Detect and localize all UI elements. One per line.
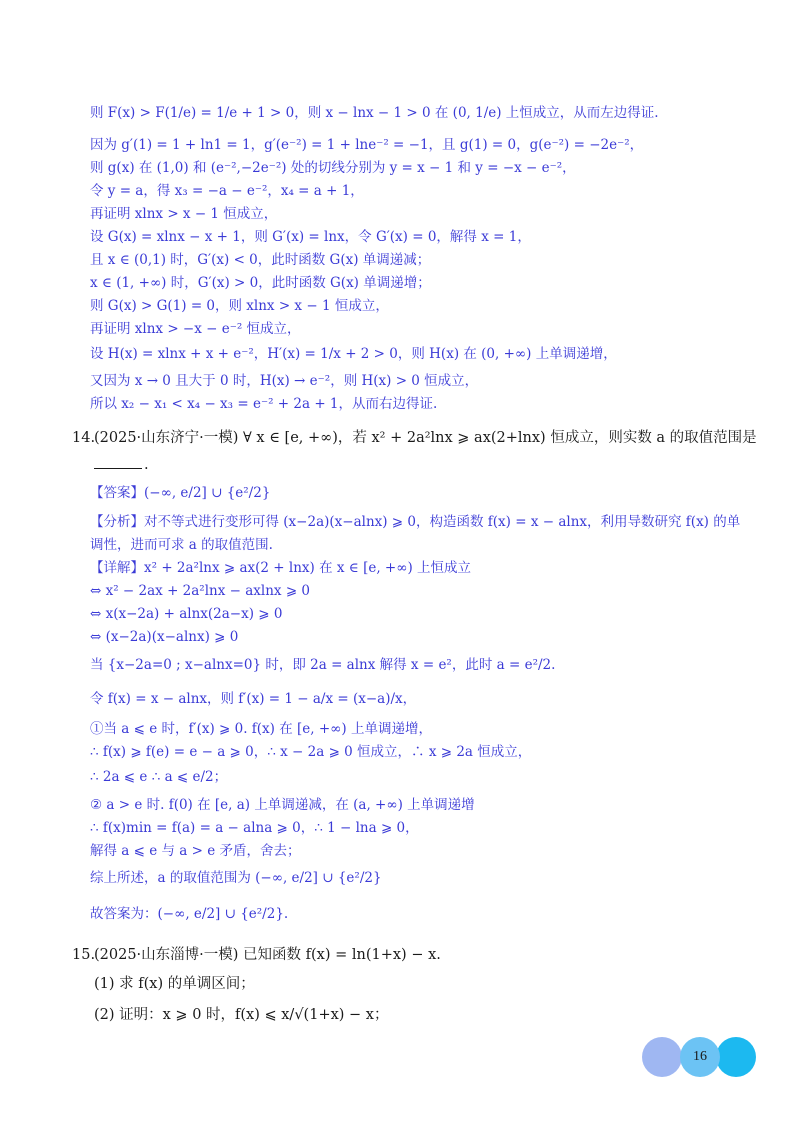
detail-line: 解得 a ⩽ e 与 a > e 矛盾，舍去； bbox=[90, 843, 301, 859]
proof-line: 再证明 xlnx > x − 1 恒成立， bbox=[90, 206, 278, 222]
proof-line: 所以 x₂ − x₁ < x₄ − x₃ = e⁻² + 2a + 1，从而右边得证. bbox=[90, 396, 438, 412]
detail-line: 当 {x−2a=0 ; x−alnx=0} 时，即 2a = alnx 解得 x = e²，此时 a = e²/2. bbox=[90, 657, 556, 673]
question-part-2: (2) 证明：x ⩾ 0 时，f(x) ⩽ x/√(1+x) − x； bbox=[94, 1007, 389, 1023]
final-answer-line: 故答案为：(−∞, e/2] ∪ {e²/2}. bbox=[90, 906, 289, 922]
detail-line: ①当 a ⩽ e 时，f′(x) ⩾ 0. f(x) 在 [e, +∞) 上单调递增， bbox=[90, 721, 432, 737]
analysis-line: 【分析】对不等式进行变形可得 (x−2a)(x−alnx) ⩾ 0，构造函数 f(x) = x − alnx，利用导数研究 f(x) 的单 bbox=[90, 514, 741, 530]
proof-line: 再证明 xlnx > −x − e⁻² 恒成立， bbox=[90, 321, 301, 337]
detail-line: ∴ 2a ⩽ e ∴ a ⩽ e/2； bbox=[90, 769, 228, 785]
analysis-line: 调性，进而可求 a 的取值范围. bbox=[90, 537, 273, 553]
proof-line: 设 H(x) = xlnx + x + e⁻²，H′(x) = 1/x + 2 > 0，则 H(x) 在 (0, +∞) 上单调递增， bbox=[90, 346, 617, 362]
proof-line: 则 g(x) 在 (1,0) 和 (e⁻²,−2e⁻²) 处的切线分别为 y = x − 1 和 y = −x − e⁻²， bbox=[90, 160, 576, 176]
answer-blank-line: . bbox=[94, 454, 149, 475]
question-stem: (2025·山东淄博·一模) 已知函数 f(x) = ln(1+x) − x. bbox=[94, 947, 441, 963]
question-number: 14. bbox=[72, 430, 96, 446]
proof-line: 因为 g′(1) = 1 + ln1 = 1，g′(e⁻²) = 1 + lne⁻² = −1，且 g(1) = 0，g(e⁻²) = −2e⁻²， bbox=[90, 137, 644, 153]
page-circle-left bbox=[642, 1037, 682, 1077]
detail-line: 【详解】x² + 2a²lnx ⩾ ax(2 + lnx) 在 x ∈ [e, +∞) 上恒成立 bbox=[90, 560, 472, 576]
proof-line: 则 F(x) > F(1/e) = 1/e + 1 > 0，则 x − lnx − 1 > 0 在 (0, 1/e) 上恒成立，从而左边得证. bbox=[90, 105, 659, 121]
answer-line: 【答案】(−∞, e/2] ∪ {e²/2} bbox=[90, 485, 271, 501]
proof-line: x ∈ (1, +∞) 时，G′(x) > 0，此时函数 G(x) 单调递增； bbox=[90, 275, 431, 291]
question-part-1: (1) 求 f(x) 的单调区间； bbox=[94, 976, 255, 992]
proof-line: 则 G(x) > G(1) = 0，则 xlnx > x − 1 恒成立， bbox=[90, 298, 389, 314]
question-stem: (2025·山东济宁·一模) ∀ x ∈ [e, +∞)，若 x² + 2a²lnx ⩾ ax(2+lnx) 恒成立，则实数 a 的取值范围是 bbox=[94, 430, 757, 446]
detail-line: ⇔ x(x−2a) + alnx(2a−x) ⩾ 0 bbox=[90, 606, 283, 622]
detail-line: ⇔ (x−2a)(x−alnx) ⩾ 0 bbox=[90, 629, 239, 645]
conclusion-line: 综上所述，a 的取值范围为 (−∞, e/2] ∪ {e²/2} bbox=[90, 870, 382, 886]
proof-line: 又因为 x → 0 且大于 0 时，H(x) → e⁻²，则 H(x) > 0 恒成立， bbox=[90, 373, 479, 389]
proof-line: 设 G(x) = xlnx − x + 1，则 G′(x) = lnx，令 G′(x) = 0，解得 x = 1， bbox=[90, 229, 531, 245]
detail-line: ② a > e 时. f(0) 在 [e, a) 上单调递减，在 (a, +∞) 上单调递增 bbox=[90, 797, 475, 813]
detail-line: 令 f(x) = x − alnx，则 f′(x) = 1 − a/x = (x−a)/x， bbox=[90, 691, 417, 707]
detail-line: ⇔ x² − 2ax + 2a²lnx − axlnx ⩾ 0 bbox=[90, 583, 311, 599]
proof-line: 令 y = a，得 x₃ = −a − e⁻²，x₄ = a + 1， bbox=[90, 183, 364, 199]
question-number: 15. bbox=[72, 947, 96, 963]
detail-line: ∴ f(x) ⩾ f(e) = e − a ⩾ 0，∴ x − 2a ⩾ 0 恒成立，∴ x ⩾ 2a 恒成立， bbox=[90, 744, 532, 760]
proof-line: 且 x ∈ (0,1) 时，G′(x) < 0，此时函数 G(x) 单调递减； bbox=[90, 252, 431, 268]
page-number: 16 bbox=[693, 1049, 707, 1064]
detail-line: ∴ f(x)min = f(a) = a − alna ⩾ 0，∴ 1 − lna ⩾ 0， bbox=[90, 820, 419, 836]
answer-blank[interactable] bbox=[94, 454, 142, 469]
page-circle-right bbox=[716, 1037, 756, 1077]
